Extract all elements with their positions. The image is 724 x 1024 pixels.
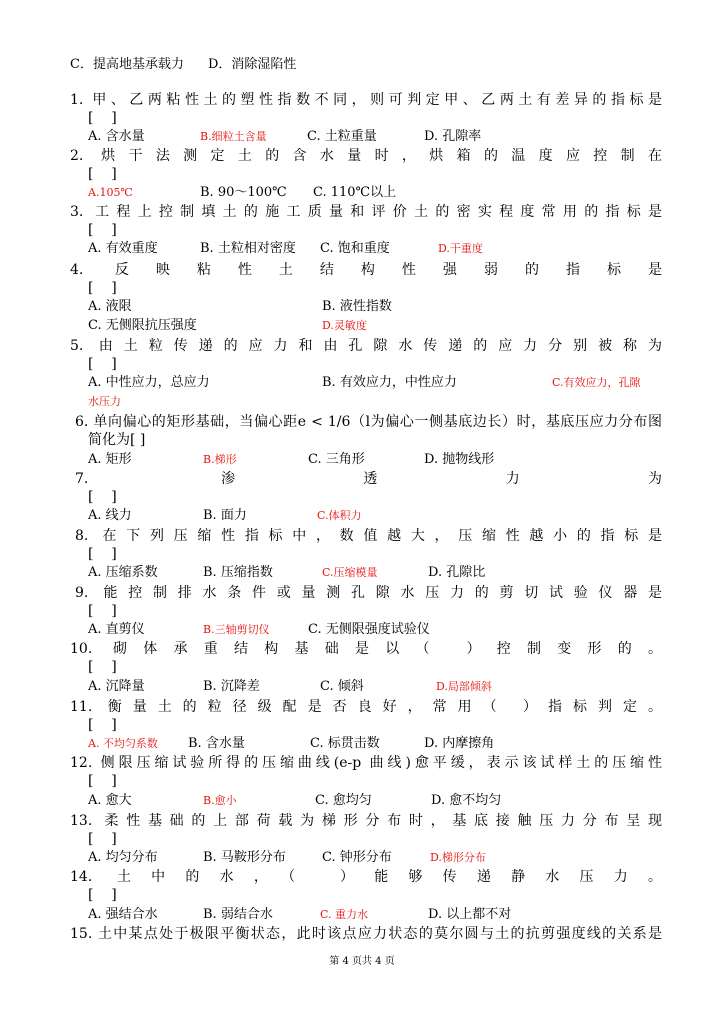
q14-option-c-answer: C. 重力水 bbox=[320, 908, 369, 921]
question-13: 13. 柔性基础的上部荷载为梯形分布时，基底接触压力分布呈现 bbox=[70, 813, 662, 829]
q11-option-a-answer: A. 不均匀系数 bbox=[88, 737, 158, 750]
q6-option-b-answer: B.梯形 bbox=[203, 453, 237, 466]
q5-option-c-answer: C.有效应力，孔隙 bbox=[552, 376, 641, 389]
q4-option-b: B. 液性指数 bbox=[322, 299, 392, 314]
q3-option-d-answer: D.干重度 bbox=[438, 242, 483, 255]
q10-option-c: C. 倾斜 bbox=[320, 679, 364, 694]
q13-option-d-answer: D.梯形分布 bbox=[430, 851, 486, 864]
q14-option-d: D. 以上都不对 bbox=[428, 907, 512, 922]
question-10: 10. 砌体承重结构基础是以（ ）控制变形的。 bbox=[70, 641, 662, 657]
q10-option-d-answer: D.局部倾斜 bbox=[436, 680, 492, 693]
q11-option-d: D. 内摩擦角 bbox=[424, 736, 495, 751]
answer-bracket-4: [ ] bbox=[88, 280, 117, 296]
q3-option-b: B. 土粒相对密度 bbox=[200, 241, 296, 256]
q9-option-a: A. 直剪仪 bbox=[88, 622, 145, 637]
question-2: 2. 烘干法测定土的含水量时，烘箱的温度应控制在 bbox=[70, 148, 662, 164]
answer-bracket-7: [ ] bbox=[88, 489, 117, 505]
q8-option-c-answer: C.压缩模量 bbox=[322, 566, 378, 579]
question-7: 7. 渗透力为 bbox=[75, 471, 662, 487]
question-14: 14. 土中的水，（ ）能够传递静水压力。 bbox=[70, 869, 662, 885]
question-12: 12. 侧限压缩试验所得的压缩曲线(e-p 曲线)愈平缓，表示该试样土的压缩性 bbox=[70, 755, 662, 771]
q1-option-d: D. 孔隙率 bbox=[424, 129, 482, 144]
prev-option-d: D．消除湿陷性 bbox=[208, 57, 297, 72]
q13-option-a: A. 均匀分布 bbox=[88, 850, 158, 865]
q11-option-c: C. 标贯击数 bbox=[310, 736, 380, 751]
question-6-cont: 简化为[ ] bbox=[88, 432, 146, 448]
q8-option-a: A. 压缩系数 bbox=[88, 565, 158, 580]
q10-option-b: B. 沉降差 bbox=[203, 679, 260, 694]
q13-option-c: C. 钟形分布 bbox=[322, 850, 392, 865]
q4-option-c: C. 无侧限抗压强度 bbox=[88, 318, 197, 333]
question-4: 4. 反映粘性土结构性强弱的指标是 bbox=[70, 262, 662, 278]
q4-option-a: A. 液限 bbox=[88, 299, 132, 314]
q6-option-d: D. 抛物线形 bbox=[424, 452, 495, 467]
answer-bracket-9: [ ] bbox=[88, 603, 117, 619]
q1-option-c: C. 土粒重量 bbox=[307, 129, 377, 144]
q7-option-a: A. 线力 bbox=[88, 508, 132, 523]
question-15: 15. 土中某点处于极限平衡状态，此时该点应力状态的莫尔圆与土的抗剪强度线的关系是 bbox=[70, 926, 662, 942]
question-11: 11. 衡量土的粒径级配是否良好，常用（ ）指标判定。 bbox=[70, 699, 662, 715]
q5-option-a: A. 中性应力，总应力 bbox=[88, 375, 210, 390]
q2-option-c: C. 110℃以上 bbox=[313, 185, 397, 200]
q12-option-a: A. 愈大 bbox=[88, 793, 132, 808]
question-9: 9. 能控制排水条件或量测孔隙水压力的剪切试验仪器是 bbox=[75, 585, 662, 601]
question-8: 8. 在下列压缩性指标中，数值越大，压缩性越小的指标是 bbox=[75, 528, 662, 544]
question-1: 1. 甲、乙两粘性土的塑性指数不同，则可判定甲、乙两土有差异的指标是 bbox=[70, 92, 662, 108]
q4-option-d-answer: D.灵敏度 bbox=[322, 319, 367, 332]
q9-option-b-answer: B.三轴剪切仪 bbox=[203, 623, 270, 636]
q3-option-c: C. 饱和重度 bbox=[320, 241, 390, 256]
question-3: 3. 工程上控制填土的施工质量和评价土的密实程度常用的指标是 bbox=[70, 204, 662, 220]
q14-option-a: A. 强结合水 bbox=[88, 907, 158, 922]
q2-option-a-answer: A.105℃ bbox=[88, 186, 133, 199]
q14-option-b: B. 弱结合水 bbox=[203, 907, 273, 922]
answer-bracket-13: [ ] bbox=[88, 831, 117, 847]
q2-option-b: B. 90～100℃ bbox=[200, 185, 287, 200]
q8-option-b: B. 压缩指数 bbox=[203, 565, 273, 580]
q6-option-a: A. 矩形 bbox=[88, 452, 132, 467]
answer-bracket-14: [ ] bbox=[88, 887, 117, 903]
answer-bracket-2: [ ] bbox=[88, 166, 117, 182]
q12-option-c: C. 愈均匀 bbox=[315, 793, 372, 808]
page-number-footer: 第 4 页共 4 页 bbox=[329, 956, 395, 967]
q9-option-c: C. 无侧限强度试验仪 bbox=[308, 622, 430, 637]
q1-option-a: A. 含水量 bbox=[88, 129, 145, 144]
q6-option-c: C. 三角形 bbox=[308, 452, 365, 467]
question-6: 6. 单向偏心的矩形基础，当偏心距e < 1/6（l为偏心一侧基底边长）时，基底压应力分布图 bbox=[75, 414, 662, 430]
answer-bracket-5: [ ] bbox=[88, 356, 117, 372]
answer-bracket-1: [ ] bbox=[88, 110, 117, 126]
answer-bracket-11: [ ] bbox=[88, 717, 117, 733]
answer-bracket-3: [ ] bbox=[88, 222, 117, 238]
q7-option-b: B. 面力 bbox=[203, 508, 247, 523]
q7-option-c-answer: C.体积力 bbox=[317, 509, 362, 522]
q8-option-d: D. 孔隙比 bbox=[428, 565, 486, 580]
q13-option-b: B. 马鞍形分布 bbox=[203, 850, 286, 865]
answer-bracket-10: [ ] bbox=[88, 659, 117, 675]
q5-option-b: B. 有效应力，中性应力 bbox=[322, 375, 457, 390]
q5-option-c-answer-cont: 水压力 bbox=[88, 395, 121, 408]
answer-bracket-12: [ ] bbox=[88, 773, 117, 789]
q11-option-b: B. 含水量 bbox=[188, 736, 245, 751]
q12-option-d: D. 愈不均匀 bbox=[431, 793, 502, 808]
question-5: 5. 由土粒传递的应力和由孔隙水传递的应力分别被称为 bbox=[70, 338, 662, 354]
q12-option-b-answer: B.愈小 bbox=[203, 794, 237, 807]
q1-option-b-answer: B.细粒土含量 bbox=[200, 130, 267, 143]
q3-option-a: A. 有效重度 bbox=[88, 241, 158, 256]
q10-option-a: A. 沉降量 bbox=[88, 679, 145, 694]
prev-option-c: C．提高地基承载力 bbox=[70, 57, 184, 72]
answer-bracket-8: [ ] bbox=[88, 546, 117, 562]
